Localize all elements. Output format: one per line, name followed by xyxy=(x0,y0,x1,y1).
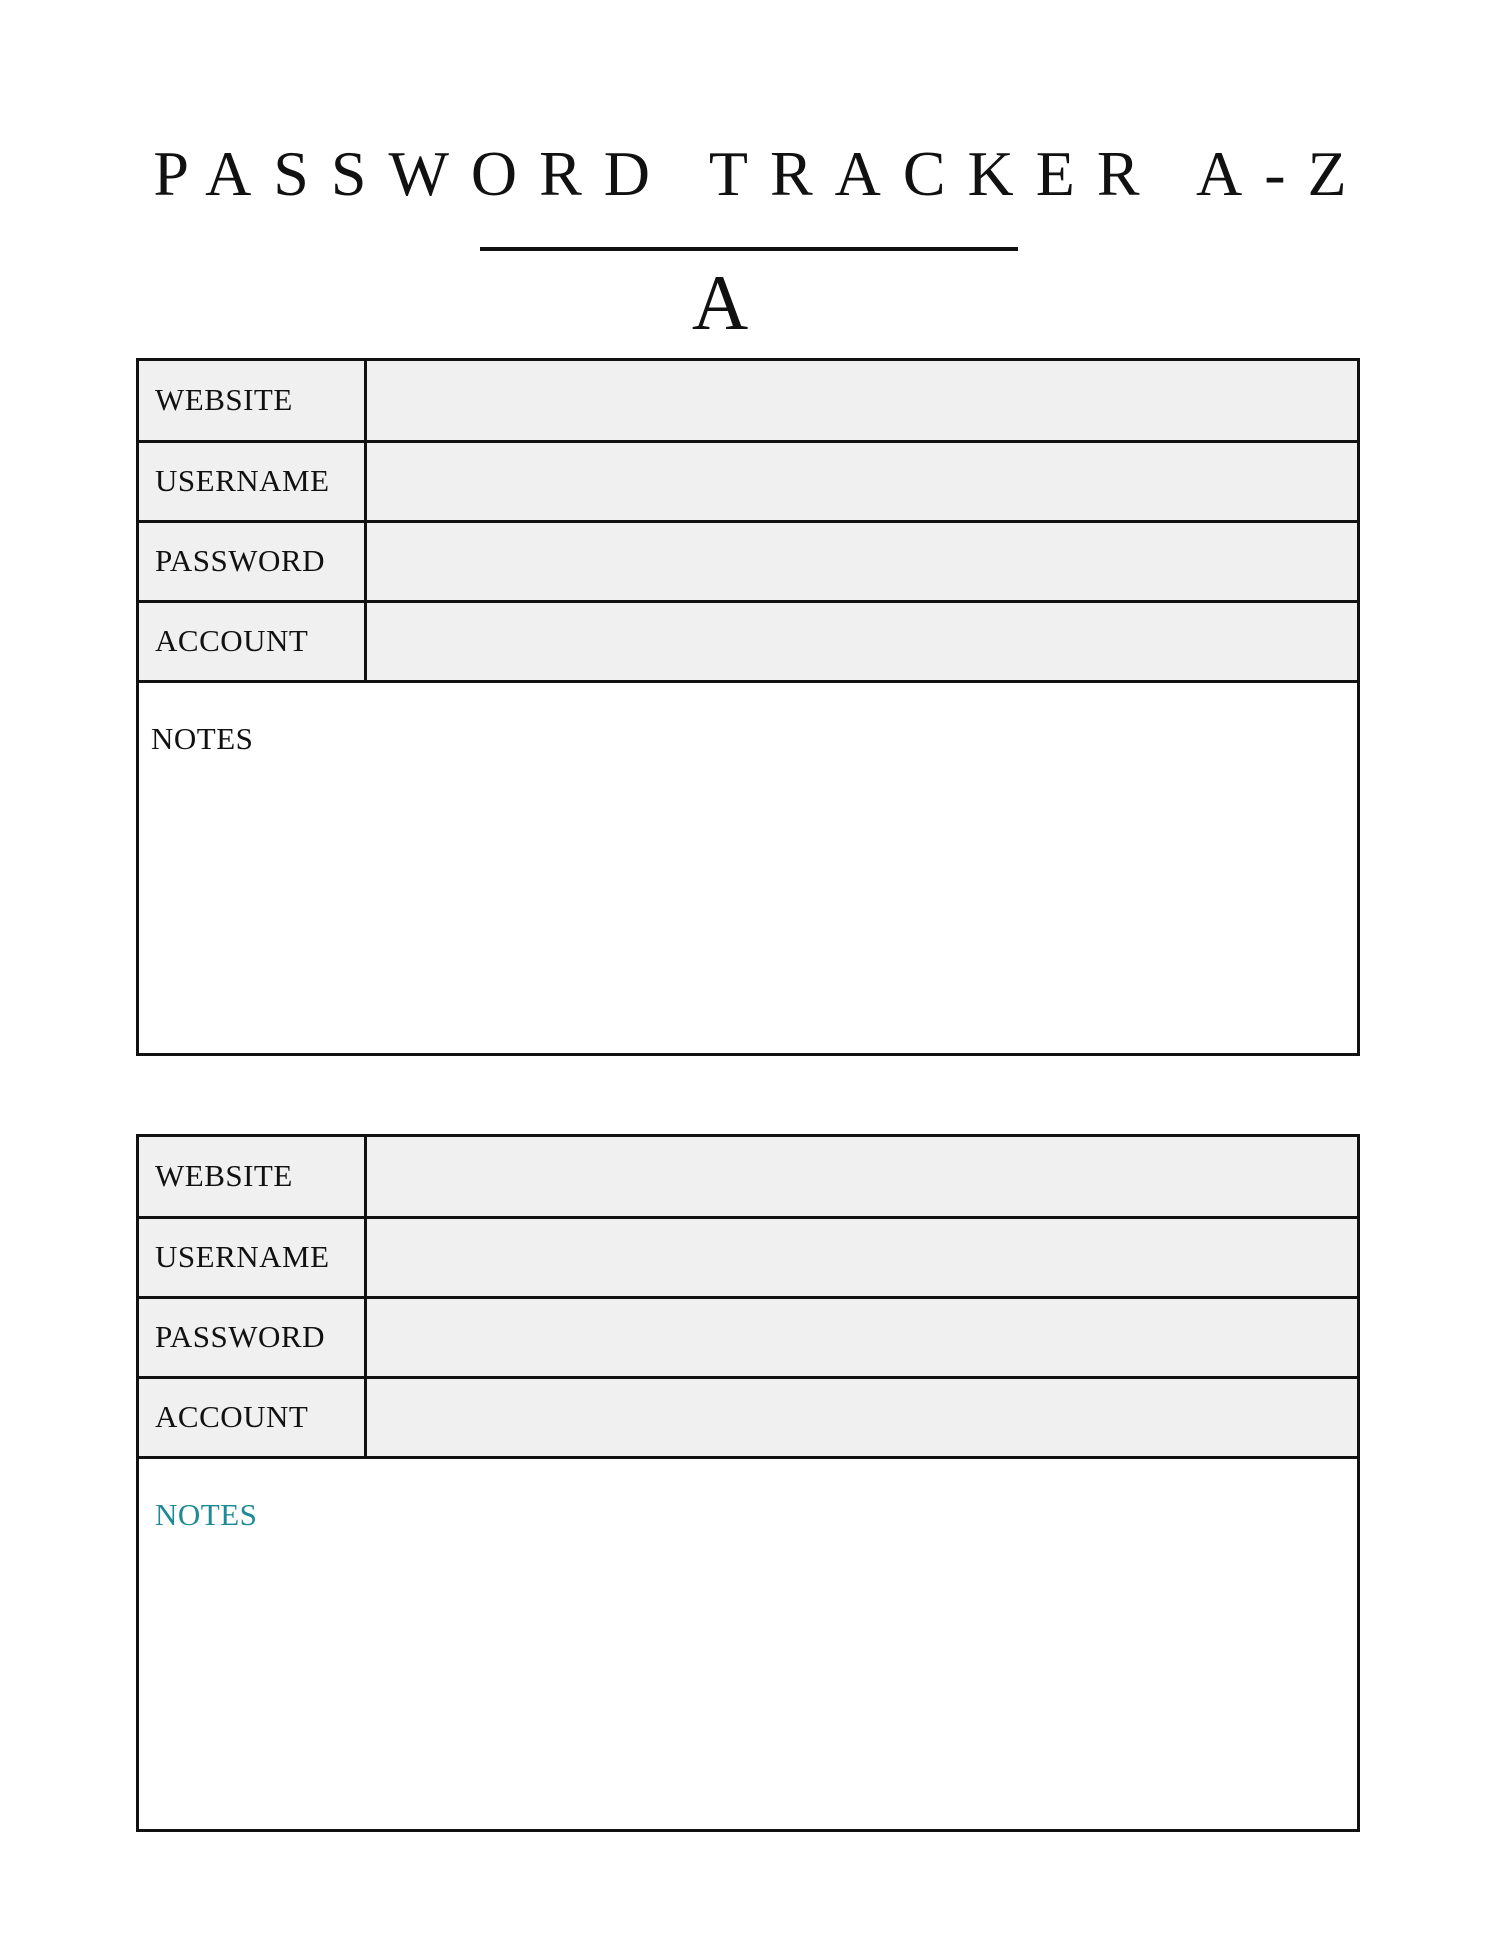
website-row xyxy=(139,1137,1357,1217)
password-label: PASSWORD xyxy=(139,521,365,601)
account-row xyxy=(139,601,1357,681)
password-entry-card xyxy=(136,1134,1360,1832)
entry-fields-table xyxy=(139,1137,1357,1459)
website-field[interactable] xyxy=(365,1137,1357,1217)
website-row xyxy=(139,361,1357,441)
entry-fields-table xyxy=(139,361,1357,683)
section-letter: A xyxy=(691,259,749,346)
account-field[interactable] xyxy=(365,601,1357,681)
website-label: WEBSITE xyxy=(139,361,365,441)
page-title: PASSWORD TRACKER A-Z xyxy=(153,138,1369,209)
account-label: ACCOUNT xyxy=(139,1377,365,1457)
password-label: PASSWORD xyxy=(139,1297,365,1377)
notes-area[interactable] xyxy=(139,1459,1357,1533)
username-row xyxy=(139,441,1357,521)
password-row xyxy=(139,521,1357,601)
notes-area[interactable] xyxy=(139,683,1357,757)
username-row xyxy=(139,1217,1357,1297)
title-divider xyxy=(480,247,1018,251)
account-field[interactable] xyxy=(365,1377,1357,1457)
notes-label: NOTES xyxy=(151,720,254,756)
password-row xyxy=(139,1297,1357,1377)
username-label: USERNAME xyxy=(139,1217,365,1297)
notes-label: NOTES xyxy=(155,1496,258,1532)
password-field[interactable] xyxy=(365,1297,1357,1377)
website-field[interactable] xyxy=(365,361,1357,441)
account-row xyxy=(139,1377,1357,1457)
password-field[interactable] xyxy=(365,521,1357,601)
username-field[interactable] xyxy=(365,441,1357,521)
password-entry-card xyxy=(136,358,1360,1056)
username-label: USERNAME xyxy=(139,441,365,521)
website-label: WEBSITE xyxy=(139,1137,365,1217)
username-field[interactable] xyxy=(365,1217,1357,1297)
account-label: ACCOUNT xyxy=(139,601,365,681)
